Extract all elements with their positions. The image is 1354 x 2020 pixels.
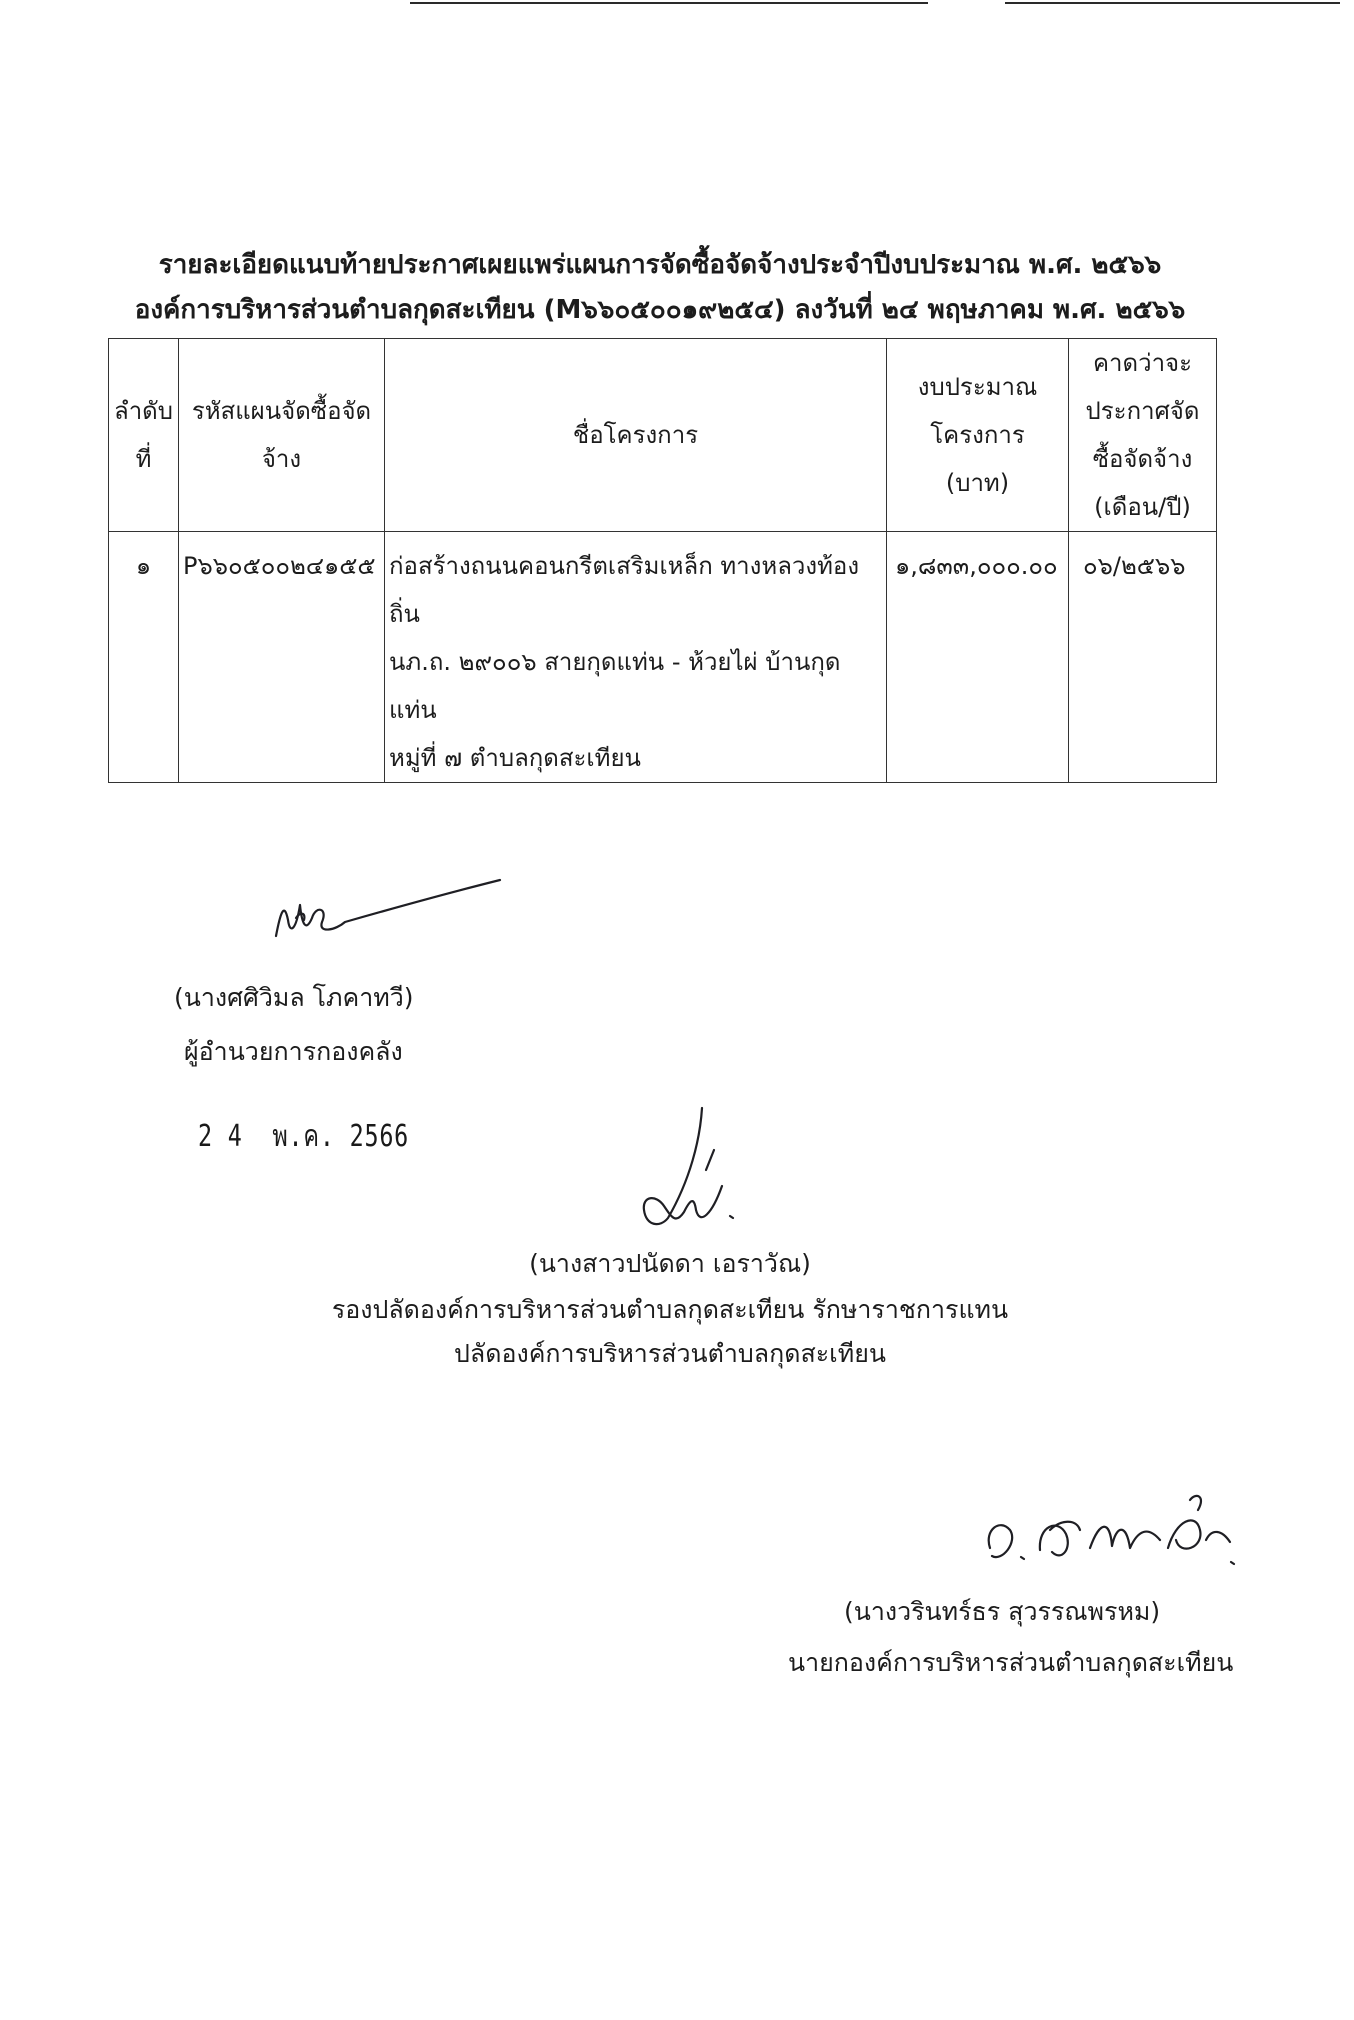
table-row — [109, 532, 1217, 783]
cell-budget: ๑,๘๓๓,๐๐๐.๐๐ — [887, 532, 1069, 783]
signature-finance-director — [276, 880, 500, 936]
header-order: ลำดับ ที่ — [109, 339, 179, 532]
document-title-line-1: รายละเอียดแนบท้ายประกาศเผยแพร่แผนการจัดซื้อจัดจ้างประจำปีงบประมาณ พ.ศ. ๒๕๖๖ — [158, 250, 1162, 280]
header-announce-period: คาดว่าจะ ประกาศจัด ซื้อจัดจ้าง (เดือน/ปี) — [1069, 339, 1217, 532]
deputy-clerk-name: (นางสาวปนัดดา เอราวัณ) — [529, 1249, 811, 1278]
cell-order: ๑ — [109, 532, 179, 783]
table-header-row — [109, 339, 1217, 532]
scan-edge-line-right — [1005, 2, 1340, 4]
cell-announce-period: ๐๖/๒๕๖๖ — [1069, 532, 1217, 783]
finance-director-position: ผู้อำนวยการกองคลัง — [184, 1037, 403, 1066]
header-plan-code: รหัสแผนจัดซื้อจัด จ้าง — [179, 339, 385, 532]
date-received-stamp: 2 4 พ.ค. 2566 — [198, 1119, 410, 1154]
document-title-line-2: องค์การบริหารส่วนตำบลกุดสะเทียน (M๖๖๐๕๐๐๑๙๒๕๔) ลงวันที่ ๒๔ พฤษภาคม พ.ศ. ๒๕๖๖ — [134, 295, 1186, 325]
header-project-name: ชื่อโครงการ — [385, 339, 887, 532]
finance-director-name: (นางศศิวิมล โภคาทวี) — [174, 983, 414, 1012]
signature-deputy-clerk — [644, 1108, 733, 1224]
procurement-plan-table — [108, 338, 1217, 783]
cell-plan-code: P๖๖๐๕๐๐๒๔๑๕๕ — [179, 532, 385, 783]
mayor-name: (นางวรินทร์ธร สุวรรณพรหม) — [844, 1597, 1161, 1626]
deputy-clerk-position-line-2: ปลัดองค์การบริหารส่วนตำบลกุดสะเทียน — [454, 1339, 886, 1368]
scan-edge-line-left — [410, 2, 928, 4]
header-budget: งบประมาณ โครงการ (บาท) — [887, 339, 1069, 532]
mayor-position: นายกองค์การบริหารส่วนตำบลกุดสะเทียน — [788, 1648, 1234, 1677]
deputy-clerk-position-line-1: รองปลัดองค์การบริหารส่วนตำบลกุดสะเทียน รักษาราชการแทน — [331, 1295, 1009, 1324]
signature-mayor — [989, 1496, 1234, 1564]
cell-project-name: ก่อสร้างถนนคอนกรีตเสริมเหล็ก ทางหลวงท้องถิ่น นภ.ถ. ๒๙๐๐๖ สายกุดแท่น - ห้วยไผ่ บ้านกุดแท่น หมู่ที่ ๗ ตำบลกุดสะเทียน — [385, 532, 887, 783]
